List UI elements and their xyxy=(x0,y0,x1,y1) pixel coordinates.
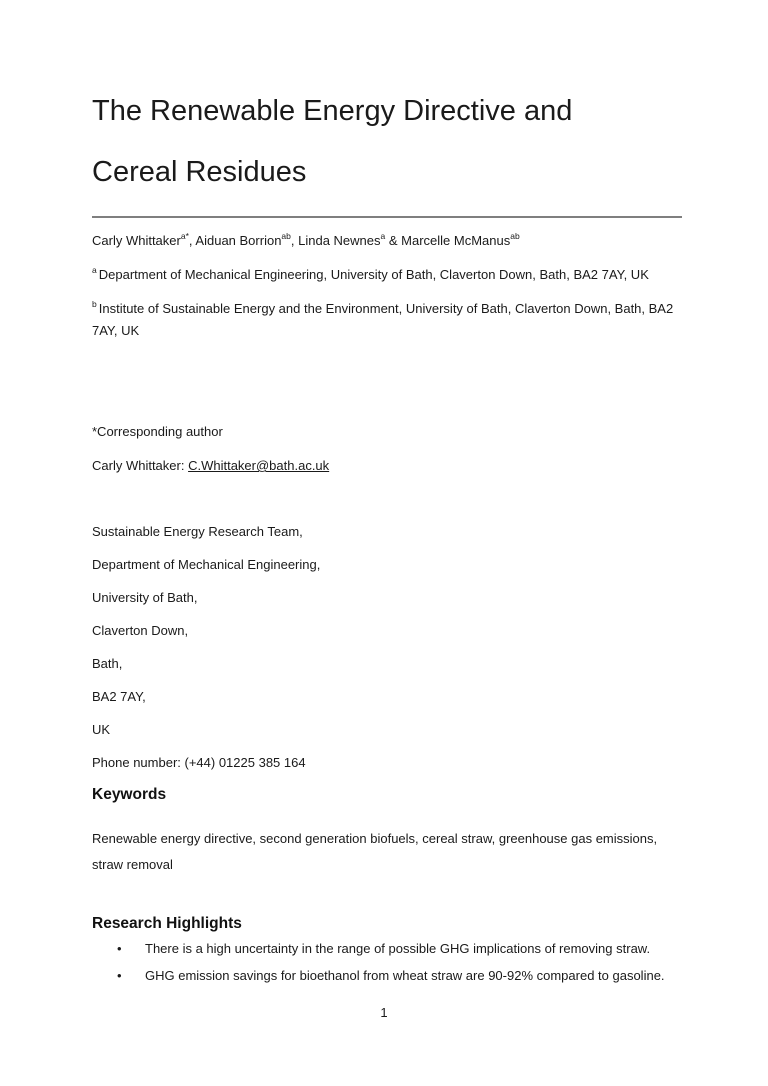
highlight-text: There is a high uncertainty in the range of possible GHG implications of removing straw. xyxy=(145,941,651,956)
author-superscript: ab xyxy=(281,230,291,241)
address-line: UK xyxy=(92,722,111,737)
paper-title-line-1: The Renewable Energy Directive and xyxy=(92,95,573,127)
affiliation-marker: b xyxy=(92,298,97,309)
highlight-text: GHG emission savings for bioethanol from wheat straw are 90-92% compared to gasoline. xyxy=(145,968,665,983)
keywords-heading: Keywords xyxy=(92,786,167,803)
author-separator: & xyxy=(385,233,402,248)
author-separator: , xyxy=(188,233,196,248)
phone-line: Phone number: (+44) 01225 385 164 xyxy=(92,755,306,770)
author-name: Marcelle McManus xyxy=(401,233,511,248)
address-line: Claverton Down, xyxy=(92,623,189,638)
corresponding-contact-line xyxy=(92,455,682,477)
highlight-item xyxy=(92,938,682,960)
author-name: Carly Whittaker xyxy=(92,233,181,248)
bullet-icon: • xyxy=(117,941,122,956)
affiliation-marker: a xyxy=(92,264,97,275)
author-superscript: a xyxy=(380,230,386,241)
address-line: Sustainable Energy Research Team, xyxy=(92,524,303,539)
author-separator: , xyxy=(290,233,299,248)
paper-title xyxy=(92,81,682,218)
research-highlights-list xyxy=(92,938,682,987)
document-content xyxy=(0,81,768,987)
address-line: University of Bath, xyxy=(92,590,198,605)
affiliation-text: Department of Mechanical Engineering, University of Bath, Claverton Down, Bath, BA2 7AY, UK xyxy=(98,267,649,282)
keywords-text: Renewable energy directive, second generation biofuels, cereal straw, greenhouse gas emissions, straw removal xyxy=(92,831,658,872)
highlight-item xyxy=(92,965,682,987)
author-name: Aiduan Borrion xyxy=(195,233,282,248)
author-name: Linda Newnes xyxy=(298,233,381,248)
address-line: Bath, xyxy=(92,656,123,671)
contact-label: Carly Whittaker: xyxy=(92,458,189,473)
corresponding-author-note: *Corresponding author xyxy=(92,424,223,439)
email-link[interactable]: C.Whittaker@bath.ac.uk xyxy=(188,458,330,473)
page-number: 1 xyxy=(380,1005,388,1020)
address-line: BA2 7AY, xyxy=(92,689,146,704)
address-line: Department of Mechanical Engineering, xyxy=(92,557,321,572)
author-line xyxy=(92,230,682,252)
affiliation-b xyxy=(92,298,682,342)
bullet-icon: • xyxy=(117,968,122,983)
research-highlights-heading: Research Highlights xyxy=(92,915,242,932)
author-superscript: a* xyxy=(180,230,189,241)
affiliation-a xyxy=(92,264,682,286)
address-block xyxy=(92,521,682,774)
affiliation-text: Institute of Sustainable Energy and the Environment, University of Bath, Claverton Down, Bath, BA2 7AY, UK xyxy=(92,301,674,338)
author-superscript: ab xyxy=(510,230,520,241)
paper-title-line-2: Cereal Residues xyxy=(92,156,307,188)
